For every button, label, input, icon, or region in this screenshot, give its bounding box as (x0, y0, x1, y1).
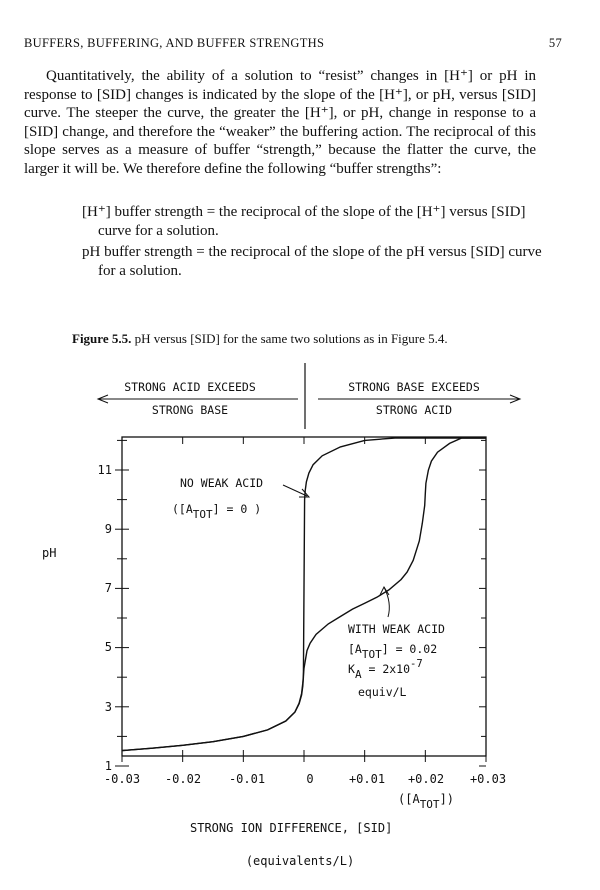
x-axis-units: (equivalents/L) (245, 854, 355, 868)
annotation-with-weak-acid-close: ] = 0.02 (381, 642, 438, 656)
running-header (24, 36, 576, 52)
axis-ticks (115, 437, 486, 766)
annotation-no-weak-acid-open: ([A (172, 502, 193, 516)
y-tick-label-1: 1 (104, 759, 112, 773)
definitions-block (82, 203, 542, 280)
annotation-no-weak-acid-line1: NO WEAK ACID (180, 476, 264, 490)
region-right-line2: STRONG ACID (375, 403, 453, 417)
definition-ph-buffer-strength: pH buffer strength = the reciprocal of the slope of the pH versus [SID] curve for a solution. (82, 244, 542, 279)
x-tick-label-m003: -0.03 (103, 772, 141, 786)
x-tick-label-0: 0 (306, 772, 314, 786)
annotation-ka-k: K (348, 662, 355, 676)
y-tick-label-11: 11 (97, 463, 112, 477)
x-tick-label-m001: -0.01 (228, 772, 266, 786)
x-axis-sub-open: ([A (398, 792, 420, 806)
annotation-no-weak-acid-line2 (172, 502, 261, 521)
body-paragraph: Quantitatively, the ability of a solution to “resist” changes in [H⁺] or pH in response to [SID] changes is indicated by the slope of the [H⁺], or pH, versus [SID] curve. The steeper the curve, the greater the [H⁺], or pH, change in response to a [SID] change, and therefore the “weaker” the buffering action. The reciprocal of this slope serves as a measure of buffer “strength,” because the flatter the curve, the larger it will be. We therefore define the following “buffer strengths”: (24, 68, 536, 177)
annotation-no-weak-acid-close: ] = 0 ) (212, 502, 262, 516)
figure-5-5-chart (0, 355, 600, 890)
x-axis-sub-label (398, 792, 454, 811)
figure-label: Figure 5.5. (72, 331, 132, 346)
x-axis-sub-subscript: TOT (419, 798, 440, 811)
x-tick-label-m002: -0.02 (164, 772, 202, 786)
annotation-with-weak-acid-line2 (348, 642, 437, 661)
annotation-with-weak-acid-sub: TOT (361, 648, 382, 661)
annotation-ka-exponent: -7 (410, 658, 423, 670)
x-axis-label: STRONG ION DIFFERENCE, [SID] (190, 821, 393, 835)
y-tick-label-3: 3 (104, 700, 112, 714)
annotation-with-weak-acid-open: [A (348, 642, 362, 656)
page-number: 57 (548, 36, 562, 50)
x-tick-label-p003: +0.03 (469, 772, 507, 786)
running-header-title: BUFFERS, BUFFERING, AND BUFFER STRENGTHS (24, 36, 325, 50)
annotation-with-weak-acid-line1: WITH WEAK ACID (348, 622, 445, 636)
y-tick-label-5: 5 (104, 640, 112, 654)
annotation-ka-sub: A (354, 668, 362, 681)
region-left-line2: STRONG BASE (151, 403, 229, 417)
figure-caption-text: pH versus [SID] for the same two solutions as in Figure 5.4. (134, 331, 448, 346)
definition-h-buffer-strength: [H⁺] buffer strength = the reciprocal of the slope of the [H⁺] versus [SID] curve for a solution. (82, 204, 526, 239)
annotation-ka-value: = 2x10 (361, 662, 411, 676)
annotation-no-weak-acid-sub: TOT (192, 508, 213, 521)
x-tick-label-p001: +0.01 (348, 772, 386, 786)
annotation-with-weak-acid-line4: equiv/L (358, 685, 407, 699)
annotation-with-weak-acid-line3 (348, 658, 423, 681)
y-tick-label-7: 7 (104, 581, 112, 595)
figure-caption (72, 331, 542, 347)
curve-no-weak-acid (122, 438, 486, 751)
region-left-line1: STRONG ACID EXCEEDS (124, 380, 256, 394)
y-axis-label: pH (42, 546, 57, 560)
region-right-line1: STRONG BASE EXCEEDS (348, 380, 480, 394)
x-tick-label-p002: +0.02 (407, 772, 445, 786)
y-tick-label-9: 9 (104, 522, 112, 536)
x-axis-sub-close: ]) (439, 792, 455, 806)
